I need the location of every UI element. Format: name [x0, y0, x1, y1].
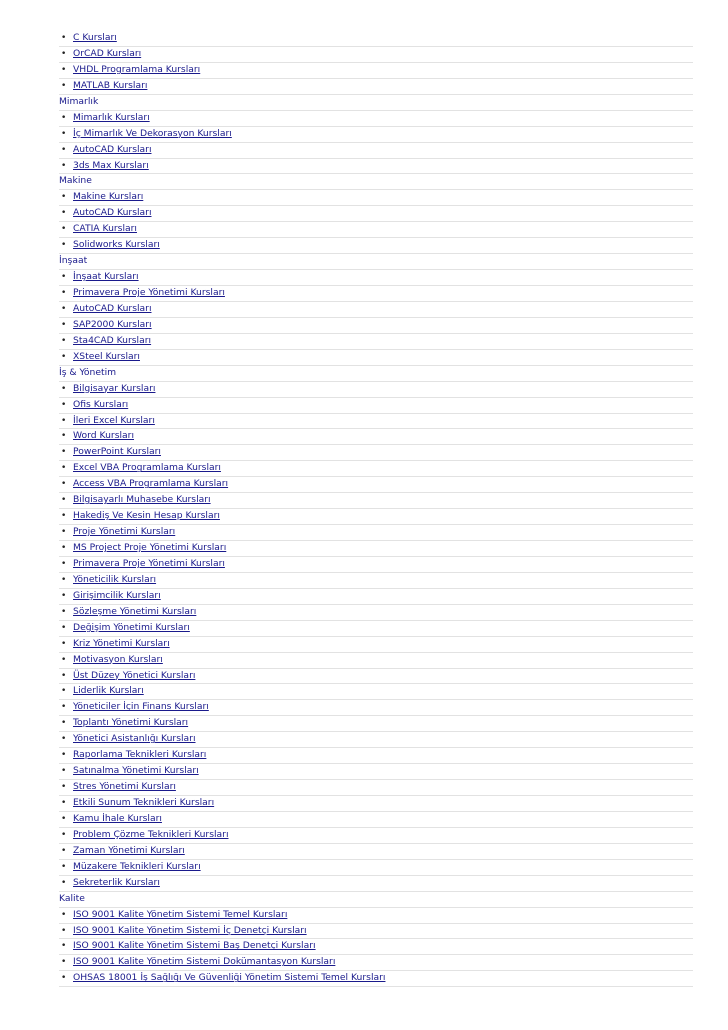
bullet-icon: • — [61, 543, 67, 553]
course-link[interactable]: OrCAD Kursları — [73, 47, 142, 59]
bullet-icon: • — [61, 112, 67, 123]
course-link[interactable]: Mimarlık Kursları — [73, 111, 150, 123]
course-link[interactable]: Müzakere Teknikleri Kursları — [73, 860, 201, 872]
list-item — [59, 573, 693, 589]
course-link[interactable]: XSteel Kursları — [73, 350, 140, 362]
course-link[interactable]: İnşaat Kursları — [73, 271, 139, 283]
bullet-icon: • — [61, 240, 67, 251]
bullet-icon: • — [61, 798, 67, 808]
list-item — [59, 589, 693, 605]
bullet-icon: • — [61, 829, 67, 840]
list-item — [59, 318, 693, 334]
list-item — [59, 429, 693, 445]
bullet-icon: • — [61, 335, 67, 346]
course-link[interactable]: Bilgisayar Kursları — [73, 382, 156, 394]
course-link[interactable]: Yöneticiler İçin Finans Kursları — [73, 701, 209, 713]
bullet-icon: • — [61, 192, 67, 203]
list-item — [59, 47, 693, 63]
bullet-icon: • — [61, 622, 67, 633]
bullet-icon: • — [61, 877, 67, 888]
list-item — [59, 812, 693, 828]
course-link[interactable]: İç Mimarlık Ve Dekorasyon Kursları — [73, 127, 232, 139]
list-item — [59, 334, 693, 350]
bullet-icon: • — [61, 941, 67, 952]
bullet-icon: • — [61, 766, 67, 777]
list-item — [59, 764, 693, 780]
course-link[interactable]: ISO 9001 Kalite Yönetim Sistemi Temel Kursları — [73, 908, 288, 920]
list-item — [59, 908, 693, 924]
section-heading[interactable]: İnşaat — [59, 254, 693, 270]
bullet-icon: • — [61, 558, 67, 569]
bullet-icon: • — [61, 48, 67, 59]
bullet-icon: • — [61, 638, 67, 649]
list-item — [59, 159, 693, 175]
course-link[interactable]: Problem Çözme Teknikleri Kursları — [73, 828, 229, 840]
list-item — [59, 31, 693, 47]
list-item — [59, 190, 693, 206]
bullet-icon: • — [61, 160, 67, 171]
list-item — [59, 796, 693, 812]
bullet-icon: • — [61, 415, 67, 426]
course-link[interactable]: OHSAS 18001 İş Sağlığı Ve Güvenliği Yönetim Sistemi Temel Kursları — [73, 972, 386, 984]
bullet-icon: • — [61, 527, 67, 538]
course-link[interactable]: Hakediş Ve Kesin Hesap Kursları — [73, 510, 220, 522]
course-link[interactable]: PowerPoint Kursları — [73, 446, 161, 458]
course-link[interactable]: Solidworks Kursları — [73, 239, 160, 251]
list-item — [59, 780, 693, 796]
course-link[interactable]: Sta4CAD Kursları — [73, 334, 152, 346]
bullet-icon: • — [61, 654, 67, 665]
bullet-icon: • — [61, 718, 67, 729]
list-item — [59, 637, 693, 653]
bullet-icon: • — [61, 64, 67, 75]
list-item — [59, 63, 693, 79]
course-link[interactable]: MATLAB Kursları — [73, 79, 148, 91]
list-item — [59, 732, 693, 748]
bullet-icon: • — [61, 606, 67, 617]
course-link[interactable]: MS Project Proje Yönetimi Kursları — [73, 542, 227, 553]
bullet-icon: • — [61, 590, 67, 601]
bullet-icon: • — [61, 957, 67, 968]
section-heading[interactable]: Makine — [59, 174, 693, 190]
course-link[interactable]: Word Kursları — [73, 430, 135, 442]
course-link[interactable]: Sekreterlik Kursları — [73, 876, 160, 888]
bullet-icon: • — [61, 925, 67, 936]
bullet-icon: • — [61, 144, 67, 155]
section-heading[interactable]: Mimarlık — [59, 95, 693, 111]
bullet-icon: • — [61, 383, 67, 394]
bullet-icon: • — [61, 319, 67, 330]
bullet-icon: • — [61, 750, 67, 761]
course-link[interactable]: VHDL Programlama Kursları — [73, 63, 201, 75]
bullet-icon: • — [61, 351, 67, 362]
course-link[interactable]: SAP2000 Kursları — [73, 318, 152, 330]
course-link[interactable]: Proje Yönetimi Kursları — [73, 526, 176, 538]
bullet-icon: • — [61, 511, 67, 522]
list-item — [59, 509, 693, 525]
list-item — [59, 844, 693, 860]
list-item — [59, 414, 693, 430]
course-link[interactable]: Stres Yönetimi Kursları — [73, 781, 176, 793]
list-item — [59, 653, 693, 669]
course-link[interactable]: Üst Düzey Yönetici Kursları — [73, 669, 196, 681]
list-item — [59, 939, 693, 955]
course-link[interactable]: AutoCAD Kursları — [73, 143, 152, 155]
course-link[interactable]: Raporlama Teknikleri Kursları — [73, 749, 207, 761]
list-item — [59, 79, 693, 95]
course-link[interactable]: Ofis Kursları — [73, 398, 129, 410]
list-item — [59, 398, 693, 414]
course-link[interactable]: AutoCAD Kursları — [73, 302, 152, 314]
bullet-icon: • — [61, 431, 67, 442]
list-item — [59, 876, 693, 892]
course-link[interactable]: İleri Excel Kursları — [73, 414, 155, 426]
course-link[interactable]: ISO 9001 Kalite Yönetim Sistemi İç Denetçi Kursları — [73, 924, 307, 936]
course-link[interactable]: Yöneticilik Kursları — [73, 573, 157, 585]
list-item — [59, 111, 693, 127]
course-link[interactable]: Excel VBA Programlama Kursları — [73, 462, 221, 474]
bullet-icon: • — [61, 224, 67, 235]
list-item — [59, 206, 693, 222]
bullet-icon: • — [61, 702, 67, 713]
bullet-icon: • — [61, 208, 67, 219]
course-link[interactable]: ISO 9001 Kalite Yönetim Sistemi Dokümantasyon Kursları — [73, 956, 336, 968]
section-heading[interactable]: İş & Yönetim — [59, 366, 693, 382]
course-link[interactable]: CATIA Kursları — [73, 223, 137, 235]
list-item — [59, 238, 693, 254]
bullet-icon: • — [61, 399, 67, 410]
section-heading[interactable]: Kalite — [59, 892, 693, 908]
list-item — [59, 557, 693, 573]
list-item — [59, 286, 693, 302]
list-item — [59, 302, 693, 318]
course-link[interactable]: 3ds Max Kursları — [73, 159, 149, 171]
course-link[interactable]: ISO 9001 Kalite Yönetim Sistemi Baş Denetçi Kursları — [73, 940, 316, 952]
list-item — [59, 222, 693, 238]
bullet-icon: • — [61, 447, 67, 458]
list-item — [59, 382, 693, 398]
list-item — [59, 684, 693, 700]
list-item — [59, 971, 693, 987]
bullet-icon: • — [61, 861, 67, 872]
course-link[interactable]: Liderlik Kursları — [73, 685, 144, 697]
bullet-icon: • — [61, 128, 67, 139]
bullet-icon: • — [61, 686, 67, 697]
course-link[interactable]: Kriz Yönetimi Kursları — [73, 637, 170, 649]
list-item — [59, 493, 693, 509]
list-item — [59, 270, 693, 286]
course-link[interactable]: Sözleşme Yönetimi Kursları — [73, 605, 197, 617]
list-item — [59, 748, 693, 764]
course-link[interactable]: Motivasyon Kursları — [73, 653, 163, 665]
list-item — [59, 924, 693, 940]
list-item — [59, 955, 693, 971]
bullet-icon: • — [61, 670, 67, 681]
list-item — [59, 860, 693, 876]
list-item — [59, 350, 693, 366]
list-item — [59, 477, 693, 493]
bullet-icon: • — [61, 973, 67, 984]
bullet-icon: • — [61, 463, 67, 474]
course-link[interactable]: Girişimcilik Kursları — [73, 589, 161, 601]
bullet-icon: • — [61, 272, 67, 283]
list-item — [59, 621, 693, 637]
course-link[interactable]: Primavera Proje Yönetimi Kursları — [73, 557, 225, 569]
course-link[interactable]: Etkili Sunum Teknikleri Kursları — [73, 797, 215, 808]
list-item — [59, 541, 693, 557]
course-link[interactable]: Makine Kursları — [73, 191, 144, 203]
list-item — [59, 828, 693, 844]
course-list — [59, 31, 693, 987]
bullet-icon: • — [61, 479, 67, 490]
list-item — [59, 127, 693, 143]
course-link[interactable]: Toplantı Yönetimi Kursları — [73, 717, 189, 729]
course-link[interactable]: Zaman Yönetimi Kursları — [73, 844, 185, 856]
list-item — [59, 605, 693, 621]
course-link[interactable]: Bilgisayarlı Muhasebe Kursları — [73, 494, 211, 506]
course-link[interactable]: Access VBA Programlama Kursları — [73, 478, 229, 490]
course-link[interactable]: Satınalma Yönetimi Kursları — [73, 765, 199, 777]
course-link[interactable]: C Kursları — [73, 32, 117, 43]
course-link[interactable]: Primavera Proje Yönetimi Kursları — [73, 287, 225, 298]
bullet-icon: • — [61, 845, 67, 856]
list-item — [59, 669, 693, 685]
list-item — [59, 461, 693, 477]
bullet-icon: • — [61, 782, 67, 793]
bullet-icon: • — [61, 574, 67, 585]
bullet-icon: • — [61, 909, 67, 920]
bullet-icon: • — [61, 813, 67, 824]
course-link[interactable]: Yönetici Asistanlığı Kursları — [73, 733, 196, 745]
list-item — [59, 525, 693, 541]
course-link[interactable]: Değişim Yönetimi Kursları — [73, 621, 190, 633]
bullet-icon: • — [61, 288, 67, 298]
bullet-icon: • — [61, 33, 67, 43]
course-link[interactable]: AutoCAD Kursları — [73, 207, 152, 219]
list-item — [59, 716, 693, 732]
bullet-icon: • — [61, 80, 67, 91]
list-item — [59, 445, 693, 461]
bullet-icon: • — [61, 303, 67, 314]
list-item — [59, 143, 693, 159]
bullet-icon: • — [61, 495, 67, 506]
course-link[interactable]: Kamu İhale Kursları — [73, 812, 162, 824]
bullet-icon: • — [61, 734, 67, 745]
list-item — [59, 700, 693, 716]
